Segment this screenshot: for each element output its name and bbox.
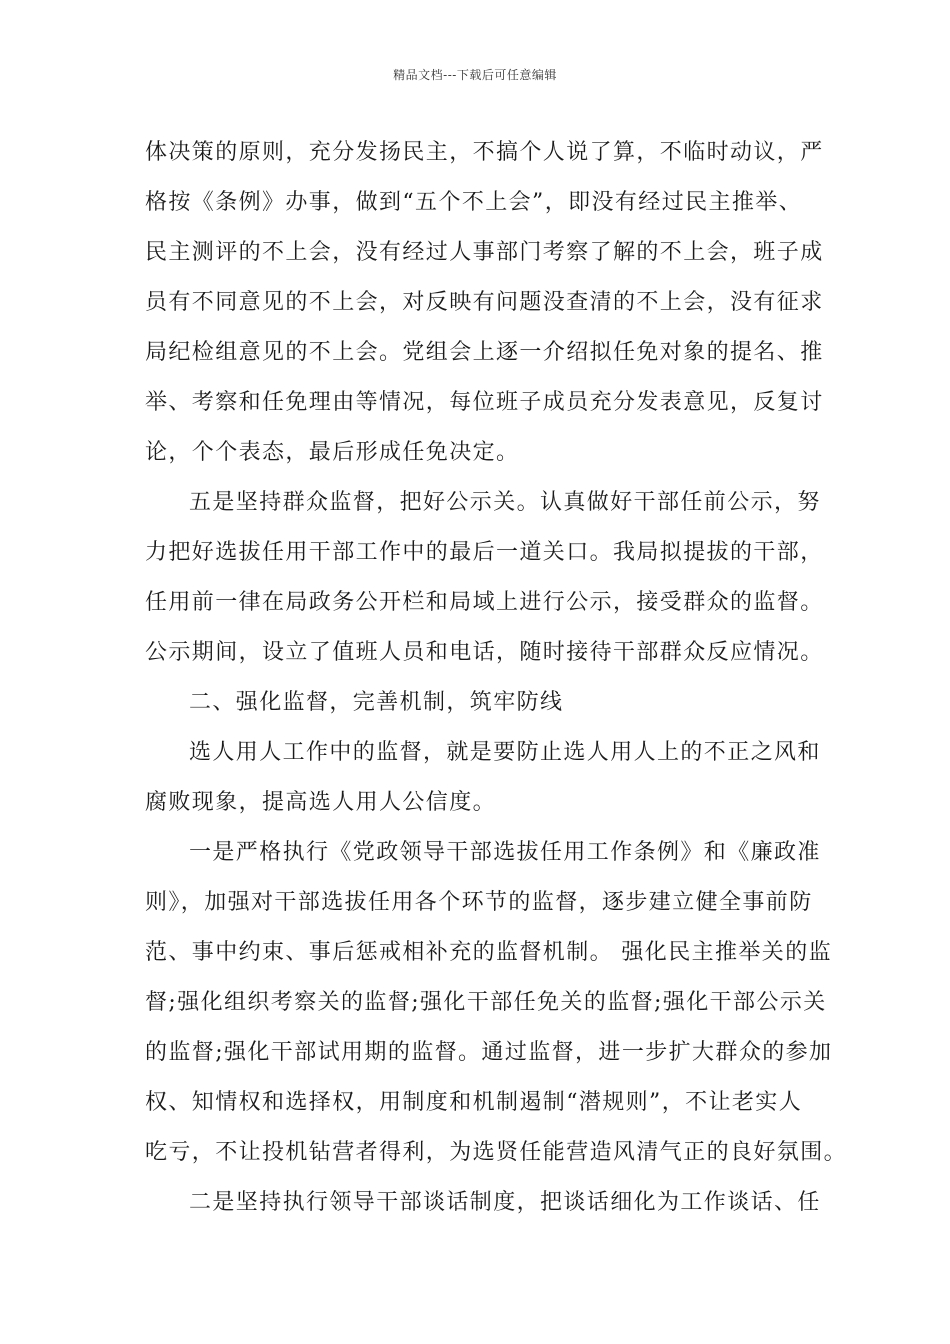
text-line: 一是严格执行《党政领导干部选拔任用工作条例》和《廉政准 <box>189 840 821 865</box>
text-line: 督;强化组织考察关的监督;强化干部任免关的监督;强化干部公示关 <box>145 990 827 1015</box>
text-line: 举、考察和任免理由等情况，每位班子成员充分发表意见，反复讨 <box>145 390 824 415</box>
text-line: 则》，加强对干部选拔任用各个环节的监督，逐步建立健全事前防 <box>145 890 813 915</box>
text-line: 体决策的原则，充分发扬民主，不搞个人说了算，不临时动议，严 <box>145 140 824 165</box>
text-line: 范、事中约束、事后惩戒相补充的监督机制。 强化民主推举关的监 <box>145 940 832 965</box>
text-line: 公示期间，设立了值班人员和电话，随时接待干部群众反应情况。 <box>145 640 824 665</box>
document-body <box>145 128 848 1228</box>
text-line: 局纪检组意见的不上会。党组会上逐一介绍拟任免对象的提名、推 <box>145 340 824 365</box>
text-line: 吃亏，不让投机钻营者得利，为选贤任能营造风清气正的良好氛围。 <box>145 1140 848 1165</box>
text-line: 二是坚持执行领导干部谈话制度，把谈话细化为工作谈话、任 <box>189 1190 821 1215</box>
text-line: 二、强化监督，完善机制，筑牢防线 <box>189 690 564 715</box>
text-line: 任用前一律在局政务公开栏和局域上进行公示，接受群众的监督。 <box>145 590 824 615</box>
text-line: 腐败现象，提高选人用人公信度。 <box>145 790 497 815</box>
text-line: 民主测评的不上会，没有经过人事部门考察了解的不上会，班子成 <box>145 240 824 265</box>
text-line: 论，个个表态，最后形成任免决定。 <box>145 440 520 465</box>
text-line: 员有不同意见的不上会，对反映有问题没查清的不上会，没有征求 <box>145 290 824 315</box>
text-line: 力把好选拔任用干部工作中的最后一道关口。我局拟提拔的干部， <box>145 540 824 565</box>
page-header: 精品文档---下载后可任意编辑 <box>393 68 557 82</box>
text-line: 五是坚持群众监督，把好公示关。认真做好干部任前公示，努 <box>189 490 821 515</box>
text-line: 选人用人工作中的监督，就是要防止选人用人上的不正之风和 <box>189 740 821 765</box>
text-line: 的监督;强化干部试用期的监督。通过监督，进一步扩大群众的参加 <box>145 1040 833 1065</box>
text-line: 权、知情权和选择权，用制度和机制遏制“潜规则”，不让老实人 <box>145 1090 803 1115</box>
text-line: 格按《条例》办事，做到“五个不上会”，即没有经过民主推举、 <box>145 190 803 215</box>
